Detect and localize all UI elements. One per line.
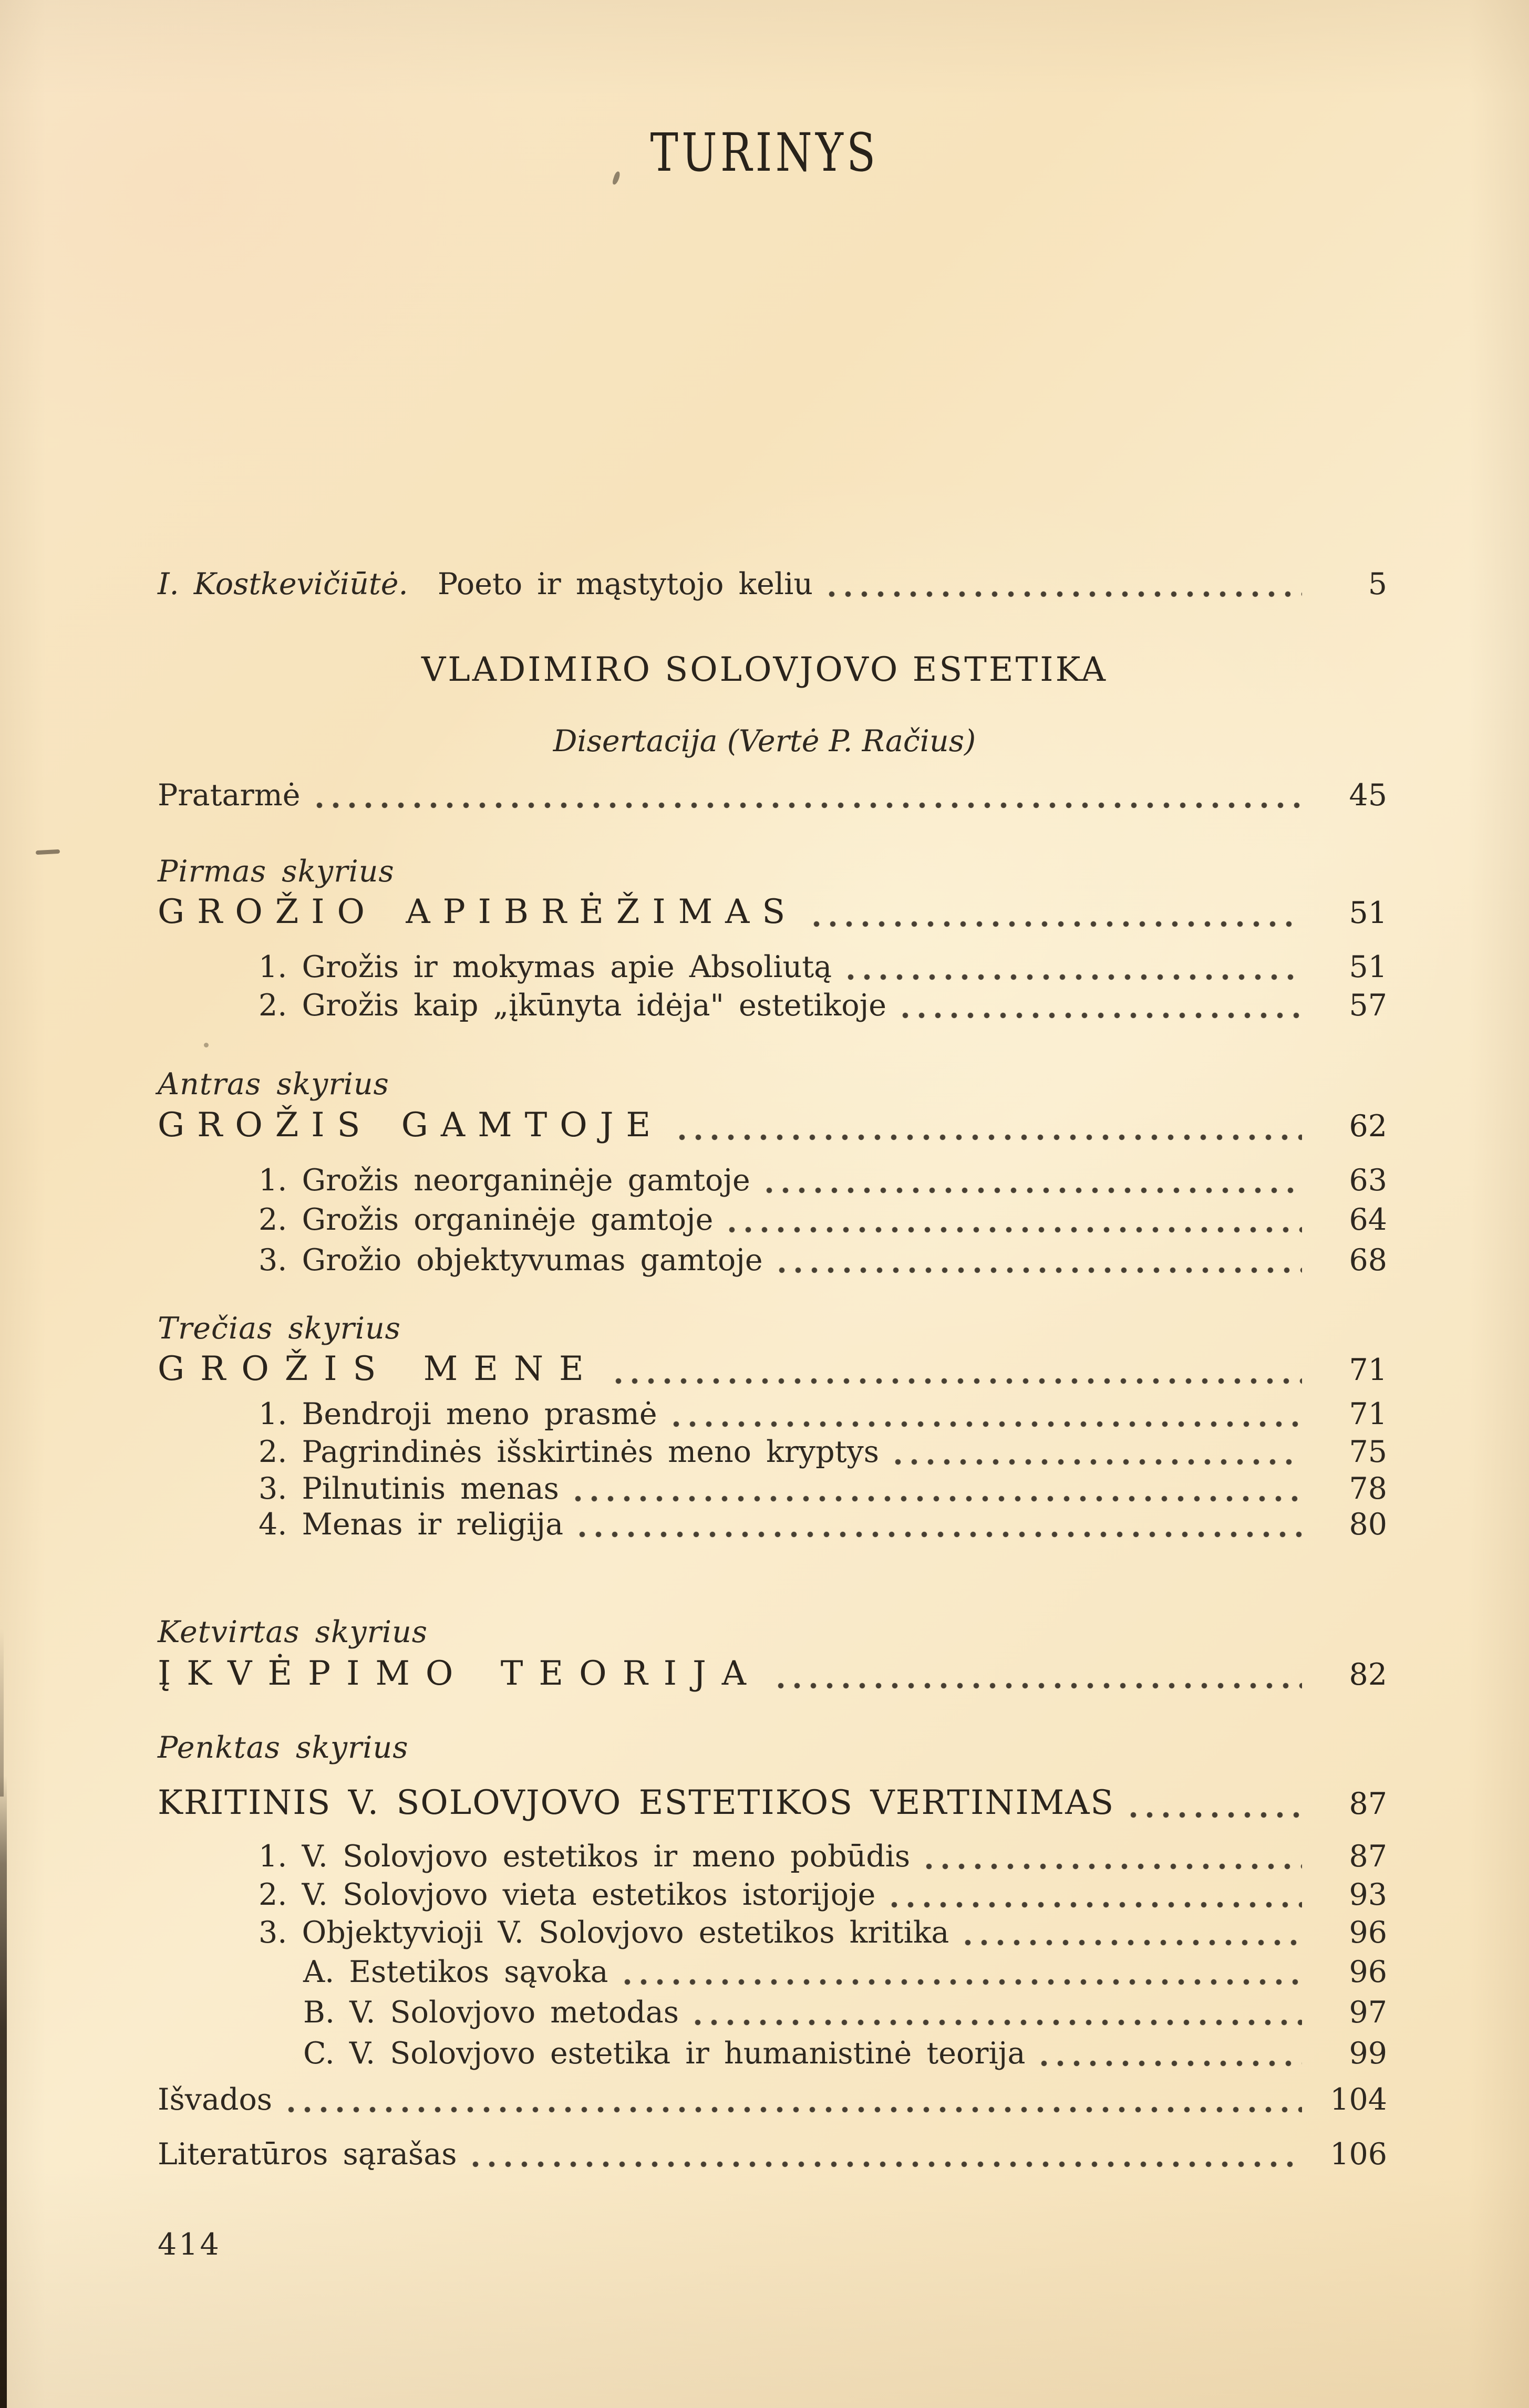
toc-section-text: Pirmas skyrius	[158, 854, 395, 889]
dotted-leader	[624, 1977, 1302, 1987]
toc-entry-text: KRITINIS V. SOLOVJOVO ESTETIKOS VERTINIMAS	[158, 1783, 1115, 1822]
toc-entry-text: GROŽIO APIBRĖŽIMAS	[158, 892, 798, 931]
toc-entry	[303, 2037, 1387, 2071]
scan-artifact-speck	[204, 1043, 209, 1047]
toc-page-number: 82	[1349, 1657, 1387, 1692]
toc-section-label	[158, 1731, 1387, 1766]
toc-page-number: 106	[1330, 2137, 1387, 2172]
scan-artifact-binding-edge-faint	[0, 1628, 4, 1797]
toc-page-number: 97	[1349, 1995, 1387, 2030]
toc-entry	[259, 989, 1387, 1023]
dotted-leader	[891, 1900, 1302, 1909]
toc-section-label	[158, 1067, 1387, 1102]
toc-entry	[259, 1878, 1387, 1913]
toc-page-number: 68	[1349, 1243, 1387, 1278]
toc-entry-text: 3. Pilnutinis menas	[259, 1471, 559, 1506]
toc-page-number: 71	[1349, 1397, 1387, 1431]
toc-entry-text: A. Estetikos sąvoka	[303, 1955, 608, 1989]
toc-page-number: 78	[1349, 1471, 1387, 1506]
toc-page-number: 51	[1349, 950, 1387, 984]
toc-section-label	[158, 1312, 1387, 1346]
toc-entry	[158, 893, 1387, 932]
dotted-leader	[695, 2017, 1302, 2027]
toc-entry	[158, 1655, 1387, 1694]
toc-entry-label	[158, 567, 813, 602]
toc-page-number: 80	[1349, 1507, 1387, 1542]
toc-page-number: 62	[1349, 1109, 1387, 1144]
toc-page-number: 99	[1349, 2036, 1387, 2071]
toc-section-text: Antras skyrius	[158, 1067, 389, 1102]
toc-entry-text: 1. V. Solovjovo estetikos ir meno pobūdis	[259, 1839, 911, 1874]
scan-artifact-dash	[36, 849, 60, 855]
toc-entry-text: 2. V. Solovjovo vieta estetikos istorijoje	[259, 1877, 876, 1912]
toc-section-text: Penktas skyrius	[158, 1730, 409, 1765]
toc-entry-text: Poeto ir mąstytojo keliu	[437, 567, 813, 601]
toc-section-text: Ketvirtas skyrius	[158, 1615, 428, 1649]
dotted-leader	[926, 1861, 1302, 1871]
toc-section-text: Trečias skyrius	[158, 1311, 401, 1346]
toc-entry	[259, 1243, 1387, 1278]
toc-page-number: 51	[1349, 896, 1387, 930]
toc-page-number: 96	[1349, 1915, 1387, 1950]
toc-entry-author: I. Kostkevičiūtė.	[158, 567, 408, 601]
toc-entry	[303, 1955, 1387, 1990]
toc-entry	[158, 2137, 1387, 2172]
dotted-leader	[673, 1419, 1302, 1429]
toc-page-number: 64	[1349, 1202, 1387, 1237]
dotted-leader	[965, 1937, 1302, 1947]
toc-entry	[259, 1435, 1387, 1470]
toc-entry-text: 2. Grožis organinėje gamtoje	[259, 1202, 714, 1237]
dotted-leader	[472, 2159, 1302, 2169]
toc-section-label	[158, 1615, 1387, 1650]
toc-entry	[303, 1996, 1387, 2030]
toc-entry	[259, 1840, 1387, 1874]
dotted-leader	[779, 1265, 1302, 1275]
toc-entry-text: 3. Grožio objektyvumas gamtoje	[259, 1243, 763, 1278]
toc-entry	[158, 567, 1387, 602]
toc-entry	[158, 1106, 1387, 1145]
toc-page-number: 96	[1349, 1955, 1387, 1989]
book-subtitle-note: Disertacija (Vertė P. Račius)	[553, 724, 976, 759]
toc-page-number: 93	[1349, 1877, 1387, 1912]
toc-page-number: 104	[1330, 2082, 1387, 2117]
dotted-leader	[778, 1680, 1302, 1690]
dotted-leader	[902, 1010, 1302, 1020]
dotted-leader	[1130, 1810, 1302, 1820]
dotted-leader	[288, 2104, 1302, 2114]
dotted-leader	[895, 1457, 1302, 1467]
toc-page-number: 87	[1349, 1839, 1387, 1874]
book-subtitle: VLADIMIRO SOLOVJOVO ESTETIKA	[421, 650, 1108, 689]
toc-entry-text: Pratarmė	[158, 778, 301, 813]
dotted-leader	[679, 1132, 1302, 1142]
toc-page-number: 87	[1349, 1787, 1387, 1821]
toc-entry	[158, 1350, 1387, 1389]
toc-entry-text: 4. Menas ir religija	[259, 1507, 564, 1542]
toc-entry-text: 1. Bendroji meno prasmė	[259, 1397, 657, 1431]
toc-entry-text: ĮKVĖPIMO TEORIJA	[158, 1654, 762, 1693]
toc-entry	[259, 1164, 1387, 1198]
toc-section-label	[158, 855, 1387, 889]
dotted-leader	[848, 972, 1302, 982]
toc-entry-text: Literatūros sąrašas	[158, 2137, 457, 2172]
toc-page-number: 63	[1349, 1163, 1387, 1198]
toc-page-number: 45	[1349, 778, 1387, 813]
toc-entry	[158, 2083, 1387, 2118]
toc-entry-text: 1. Grožis ir mokymas apie Absoliutą	[259, 950, 832, 984]
page-title: TURINYS	[650, 122, 879, 183]
toc-entry-text: 1. Grožis neorganinėje gamtoje	[259, 1163, 750, 1198]
toc-page-number: 71	[1349, 1353, 1387, 1387]
dotted-leader	[729, 1224, 1302, 1234]
toc-page-number: 75	[1349, 1435, 1387, 1469]
dotted-leader	[766, 1185, 1302, 1195]
toc-entry	[259, 1472, 1387, 1507]
toc-entry	[259, 1203, 1387, 1238]
toc-entry-text: 2. Grožis kaip „įkūnyta idėja" estetikoje	[259, 988, 886, 1023]
toc-entry-text: 2. Pagrindinės išskirtinės meno kryptys	[259, 1435, 879, 1469]
toc-entry-text: GROŽIS GAMTOJE	[158, 1106, 664, 1145]
dotted-leader	[579, 1529, 1302, 1539]
toc-page-number: 5	[1368, 567, 1387, 601]
toc-page-number: 57	[1349, 988, 1387, 1023]
toc-entry	[259, 1508, 1387, 1542]
toc-entry	[259, 1397, 1387, 1432]
folio-page-number: 414	[158, 2227, 221, 2262]
scan-artifact-binding-edge	[0, 1776, 7, 2408]
dotted-leader	[575, 1493, 1302, 1503]
toc-entry-text: 3. Objektyvioji V. Solovjovo estetikos kritika	[259, 1915, 949, 1950]
toc-entry	[259, 950, 1387, 985]
toc-entry-text: Išvados	[158, 2082, 273, 2117]
toc-entry-text: GROŽIS MENE	[158, 1350, 600, 1388]
dotted-leader	[829, 589, 1302, 599]
dotted-leader	[813, 919, 1302, 929]
toc-entry-text: C. V. Solovjovo estetika ir humanistinė teorija	[303, 2036, 1026, 2071]
dotted-leader	[316, 800, 1302, 810]
toc-entry-text: B. V. Solovjovo metodas	[303, 1995, 679, 2030]
toc-entry	[158, 1784, 1387, 1823]
dotted-leader	[1041, 2058, 1302, 2068]
toc-entry	[259, 1916, 1387, 1950]
dotted-leader	[615, 1376, 1302, 1386]
toc-entry	[158, 779, 1387, 813]
